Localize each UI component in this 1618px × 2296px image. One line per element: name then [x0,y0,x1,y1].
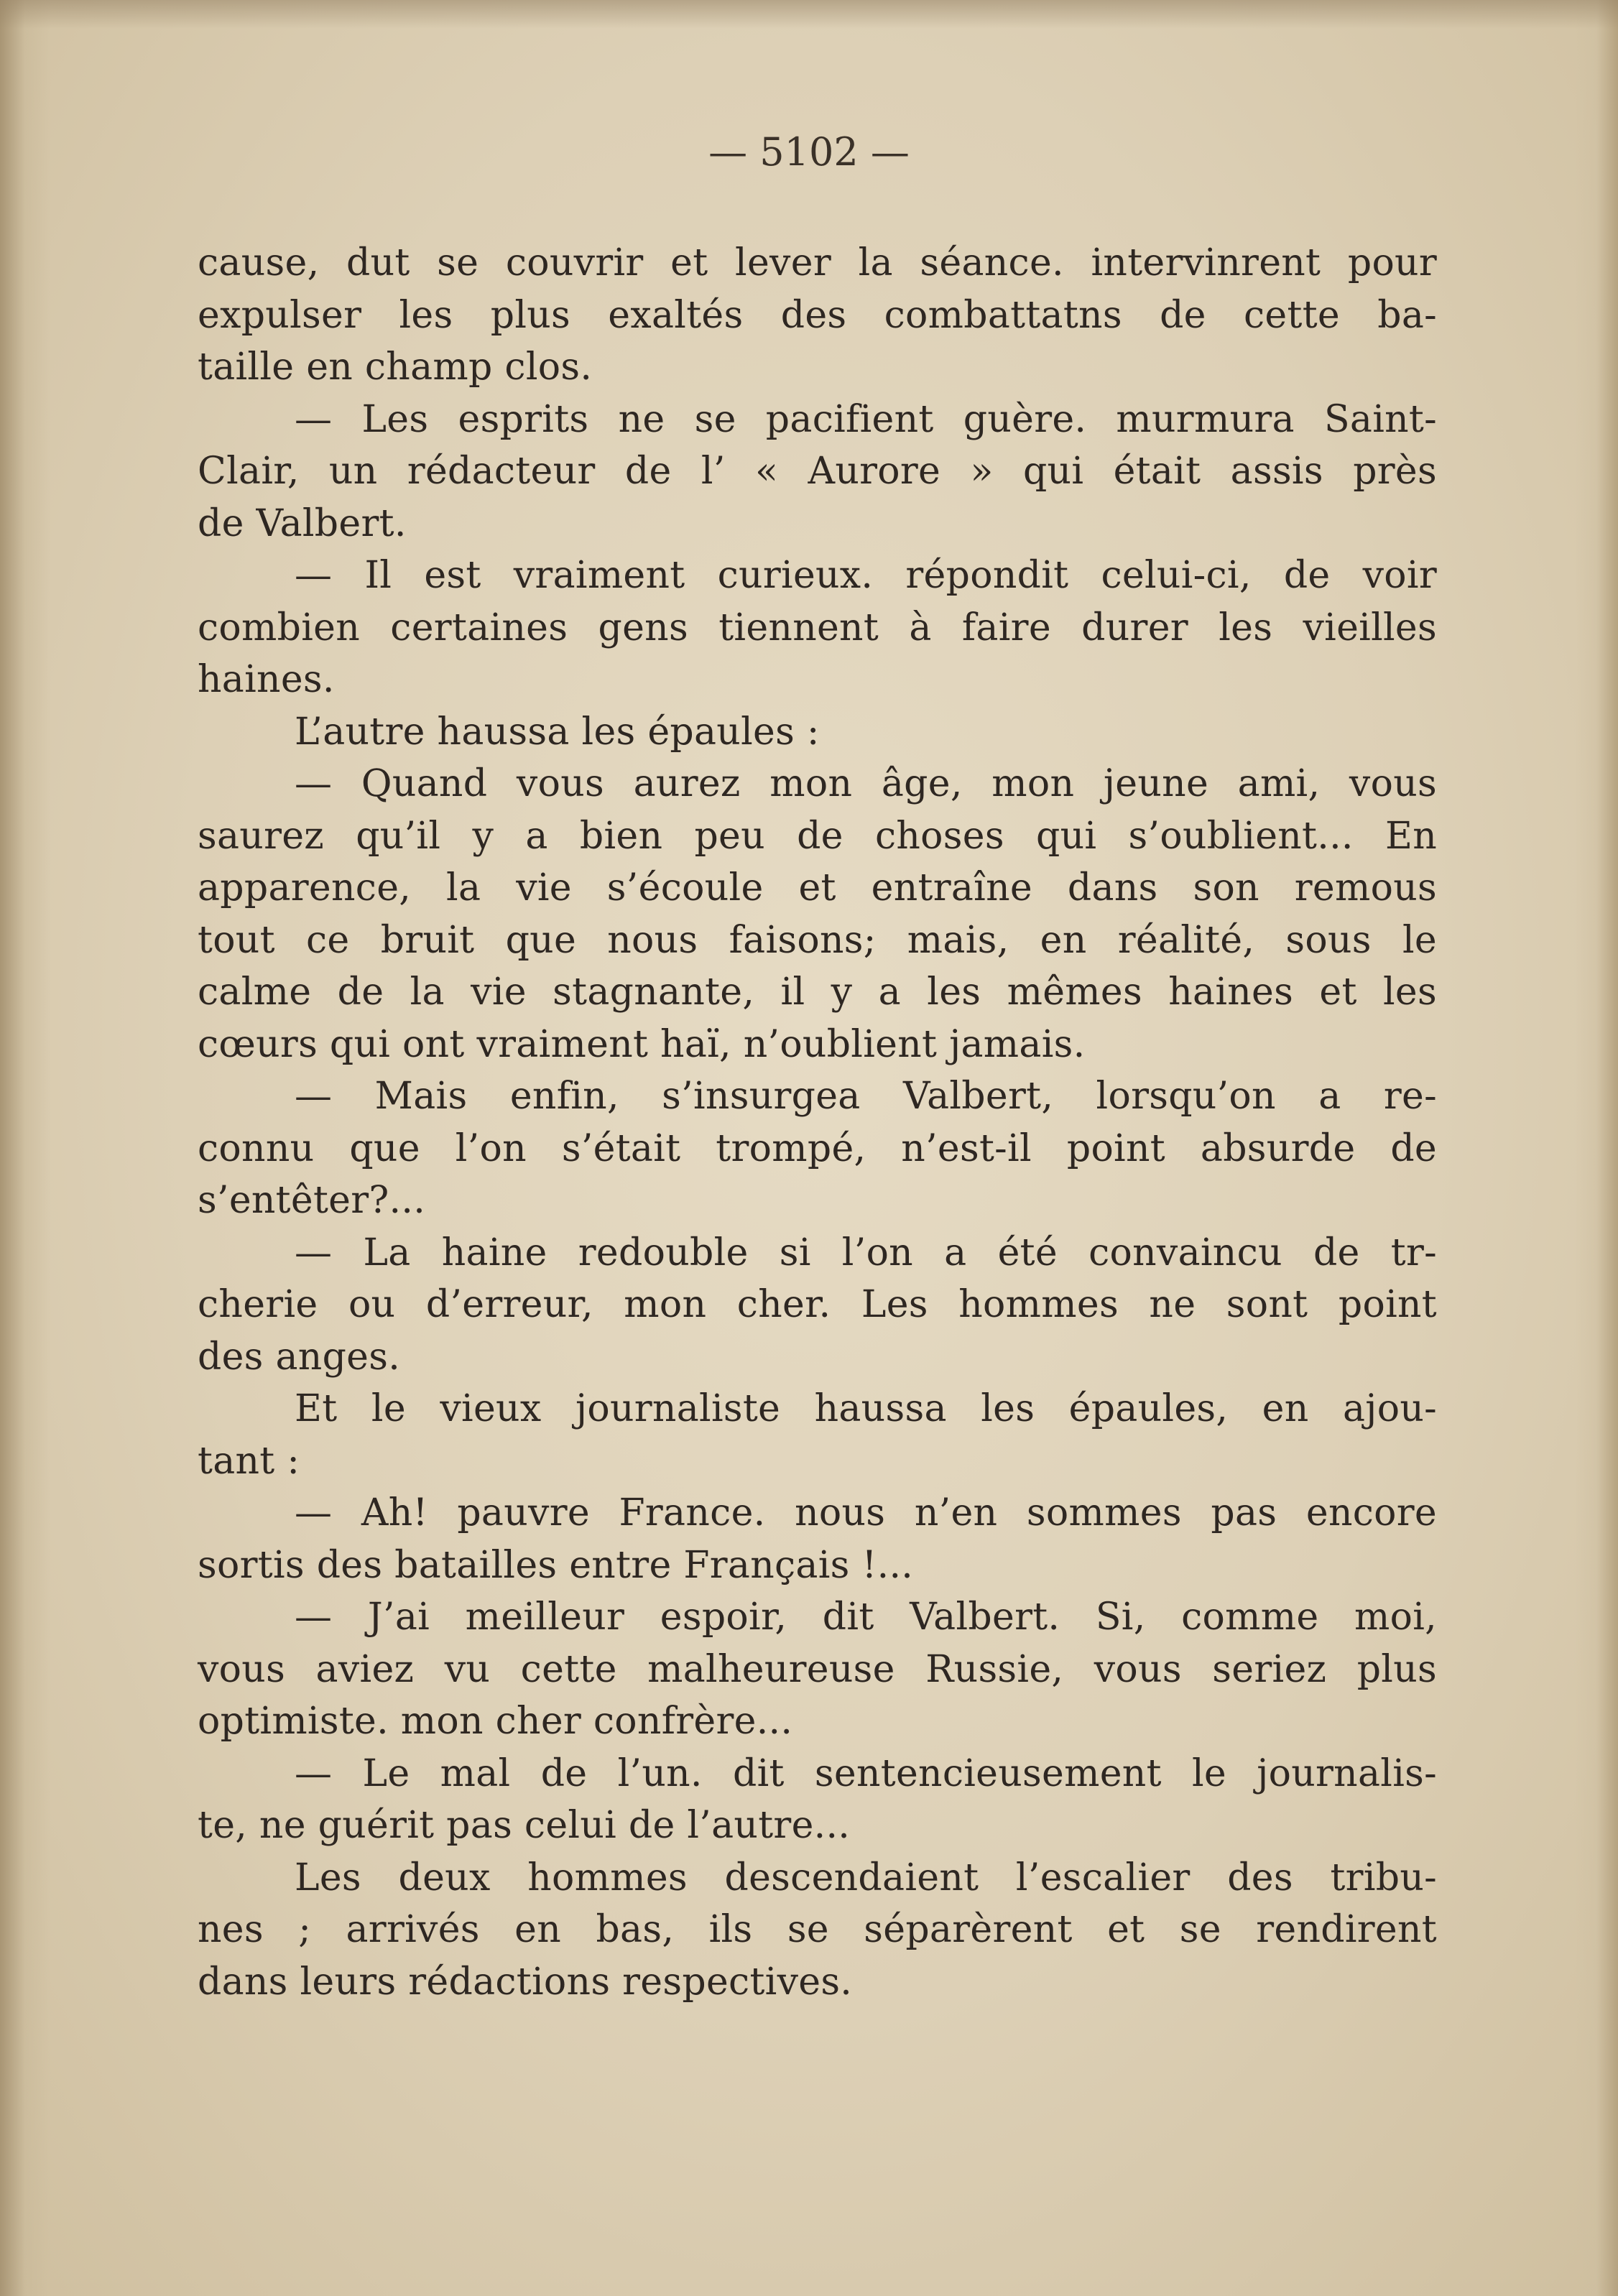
text-line: sortis des batailles entre Français !... [198,1543,914,1587]
text-line: s’entêter?... [198,1179,426,1222]
text-line: dans leurs rédactions respectives. [198,1960,853,2004]
page-edge-top [0,0,1618,29]
text-line: des anges. [198,1335,401,1379]
text-line: cœurs qui ont vraiment haï, n’oublient jamais. [198,1022,1086,1066]
text-line: tant : [198,1439,300,1483]
text-line: connu que l’on s’était trompé, n’est-il point absurde de [198,1126,1437,1170]
text-line: te, ne guérit pas celui de l’autre... [198,1804,851,1847]
text-line: Clair, un rédacteur de l’ « Aurore » qui était assis près [198,450,1437,493]
text-line: — Il est vraiment curieux. répondit celui-ci, de voir [295,554,1437,597]
text-line: L’autre haussa les épaules : [295,710,820,754]
text-line: — Quand vous aurez mon âge, mon jeune ami, vous [295,762,1437,805]
page-edge-right [1575,0,1618,2296]
text-line: Les deux hommes descendaient l’escalier des tribu- [295,1856,1437,1899]
text-line: saurez qu’il y a bien peu de choses qui s’oublient... En [198,814,1437,858]
text-line: — La haine redouble si l’on a été convaincu de tr- [295,1231,1437,1274]
text-line: tout ce bruit que nous faisons; mais, en réalité, sous le [198,918,1437,962]
page-number: — 5102 — [708,129,910,175]
body-text [198,237,1437,2008]
text-line: expulser les plus exaltés des combattatns de cette ba- [198,293,1437,337]
text-line: — Les esprits ne se pacifient guère. murmura Saint- [295,397,1437,441]
text-line: — J’ai meilleur espoir, dit Valbert. Si, comme moi, [295,1596,1437,1639]
text-line: — Mais enfin, s’insurgea Valbert, lorsqu’on a re- [295,1075,1437,1118]
text-line: calme de la vie stagnante, il y a les mêmes haines et les [198,971,1437,1014]
page-edge-left [0,0,50,2296]
text-line: cause, dut se couvrir et lever la séance. intervinrent pour [198,241,1437,284]
text-line: nes ; arrivés en bas, ils se séparèrent et se rendirent [198,1908,1437,1951]
text-line: vous aviez vu cette malheureuse Russie, vous seriez plus [198,1647,1437,1691]
text-line: apparence, la vie s’écoule et entraîne dans son remous [198,866,1437,909]
text-line: taille en champ clos. [198,346,593,389]
text-line: de Valbert. [198,501,407,545]
text-line: — Le mal de l’un. dit sentencieusement le journalis- [295,1751,1437,1795]
text-line: cherie ou d’erreur, mon cher. Les hommes ne sont point [198,1283,1437,1326]
text-line: haines. [198,658,335,701]
text-line: — Ah! pauvre France. nous n’en sommes pas encore [295,1491,1437,1534]
text-line: combien certaines gens tiennent à faire durer les vieilles [198,606,1437,649]
text-line: Et le vieux journaliste haussa les épaules, en ajou- [295,1387,1437,1430]
text-line: optimiste. mon cher confrère... [198,1700,793,1743]
